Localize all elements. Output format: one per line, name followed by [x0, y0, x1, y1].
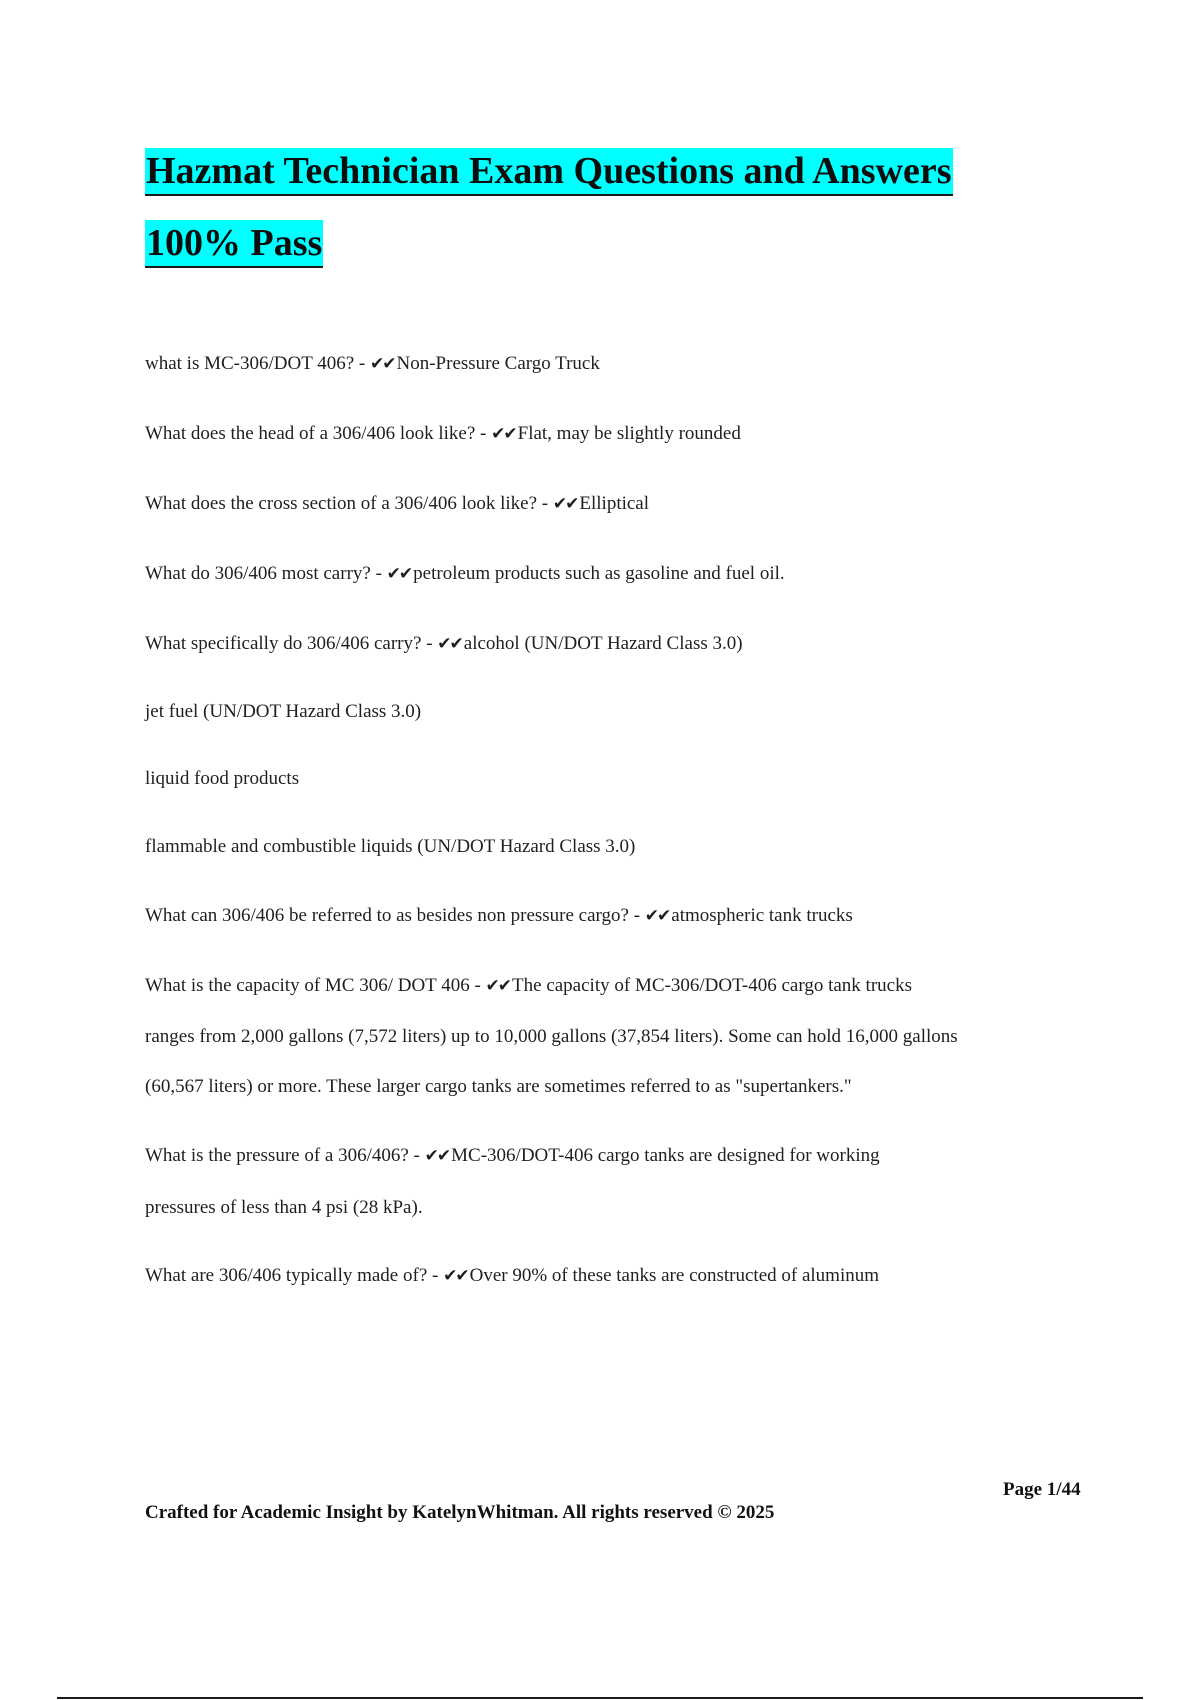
answer-continuation: flammable and combustible liquids (UN/DOT Hazard Class 3.0)	[145, 836, 636, 857]
qa-line	[145, 835, 635, 859]
answer-continuation: pressures of less than 4 psi (28 kPa).	[145, 1197, 423, 1218]
check-icon: ✔✔	[370, 354, 395, 374]
qa-line	[145, 767, 299, 791]
qa-line	[145, 352, 600, 376]
footer-divider	[57, 1697, 1143, 1699]
check-icon: ✔✔	[491, 424, 516, 444]
qa-line	[145, 700, 421, 724]
check-icon: ✔✔	[485, 976, 511, 996]
question-text: What is the capacity of MC 306/ DOT 406 -	[145, 975, 486, 996]
answer-continuation: ranges from 2,000 gallons (7,572 liters) up to 10,000 gallons (37,854 liters). Some can hold 16,000 gallons	[145, 1026, 958, 1047]
title-line-1: Hazmat Technician Exam Questions and Answers	[145, 148, 953, 196]
qa-line	[145, 1196, 423, 1220]
answer-text: MC-306/DOT-406 cargo tanks are designed for working	[451, 1145, 880, 1166]
answer-text: atmospheric tank trucks	[671, 905, 853, 926]
qa-line	[145, 1264, 879, 1288]
qa-line	[145, 562, 785, 586]
page-number: Page 1/44	[1003, 1479, 1081, 1500]
answer-continuation: (60,567 liters) or more. These larger cargo tanks are sometimes referred to as "supertankers."	[145, 1076, 852, 1097]
question-text: What specifically do 306/406 carry? -	[145, 633, 438, 654]
check-icon: ✔✔	[386, 564, 412, 584]
answer-text: The capacity of MC-306/DOT-406 cargo tank trucks	[512, 975, 912, 996]
answer-text: Over 90% of these tanks are constructed of aluminum	[469, 1265, 880, 1286]
qa-line	[145, 1075, 852, 1099]
qa-line	[145, 904, 853, 928]
check-icon: ✔✔	[437, 634, 462, 654]
question-text: What does the head of a 306/406 look like? -	[145, 423, 492, 444]
question-text: What is the pressure of a 306/406? -	[145, 1145, 425, 1166]
question-text: What does the cross section of a 306/406 look like? -	[145, 493, 553, 514]
check-icon: ✔✔	[443, 1266, 468, 1286]
answer-text: alcohol (UN/DOT Hazard Class 3.0)	[463, 633, 743, 654]
check-icon: ✔✔	[424, 1146, 450, 1166]
answer-continuation: liquid food products	[145, 768, 300, 789]
footer-credit: Crafted for Academic Insight by KatelynWhitman. All rights reserved © 2025	[145, 1502, 775, 1523]
answer-continuation: jet fuel (UN/DOT Hazard Class 3.0)	[145, 701, 422, 722]
question-text: What are 306/406 typically made of? -	[145, 1265, 444, 1286]
qa-line	[145, 422, 741, 446]
qa-line	[145, 492, 649, 516]
answer-text: Elliptical	[579, 493, 650, 514]
qa-line	[145, 1025, 958, 1049]
answer-text: petroleum products such as gasoline and fuel oil.	[413, 563, 785, 584]
question-text: What can 306/406 be referred to as besides non pressure cargo? -	[145, 905, 645, 926]
qa-line	[145, 974, 912, 998]
answer-text: Flat, may be slightly rounded	[517, 423, 741, 444]
qa-line	[145, 1144, 880, 1168]
check-icon: ✔✔	[552, 494, 578, 514]
question-text: what is MC-306/DOT 406? -	[145, 353, 370, 374]
qa-line	[145, 632, 743, 656]
answer-text: Non-Pressure Cargo Truck	[396, 353, 600, 374]
check-icon: ✔✔	[644, 906, 670, 926]
question-text: What do 306/406 most carry? -	[145, 563, 387, 584]
title-line-2: 100% Pass	[145, 220, 323, 268]
